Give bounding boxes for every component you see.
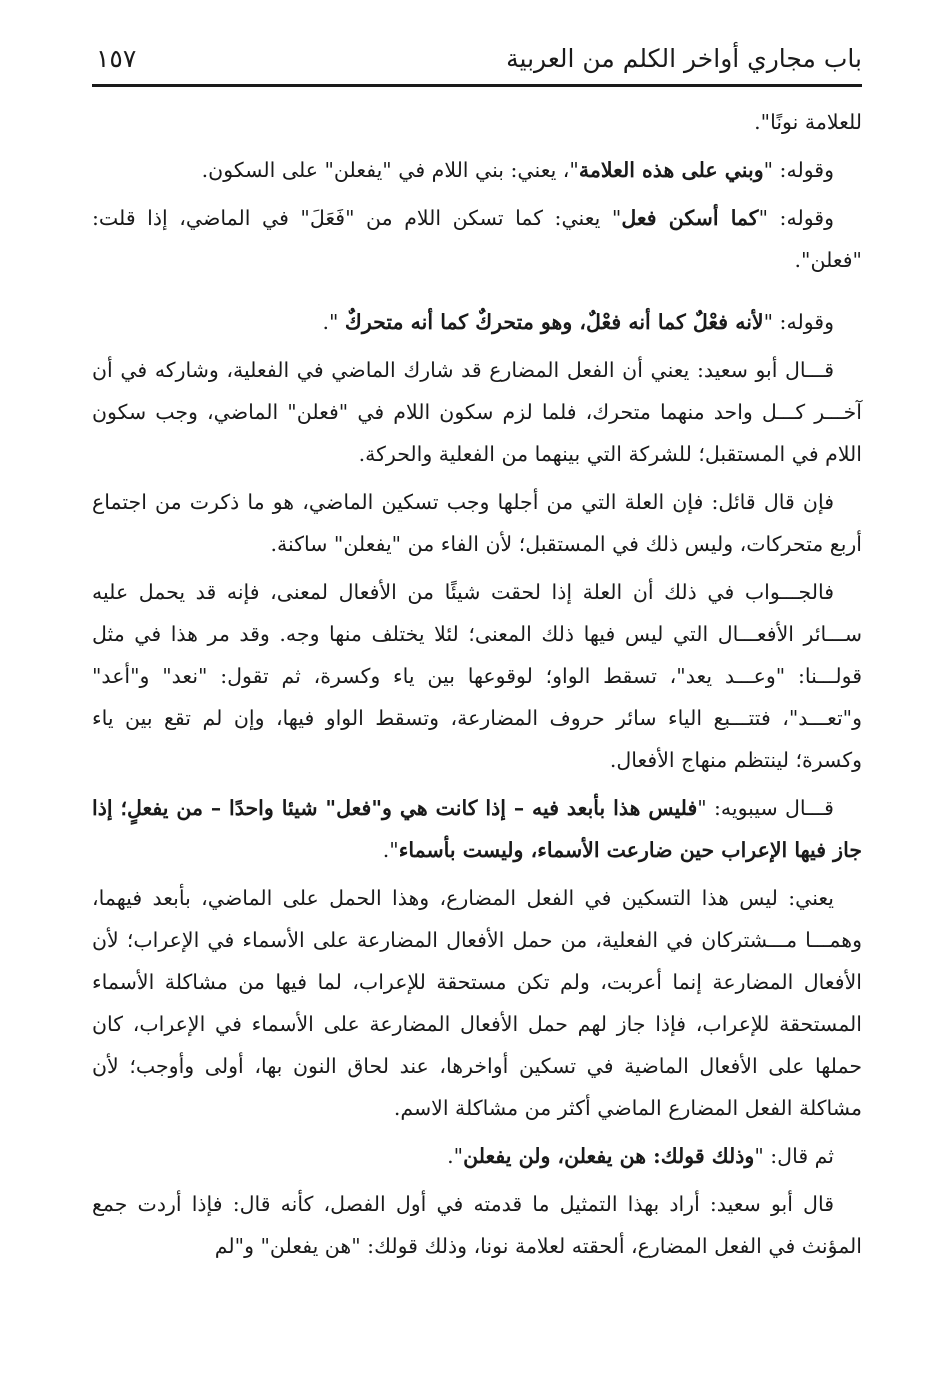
paragraph (92, 149, 862, 191)
body-text: يعني: ليس هذا التسكين في الفعل المضارع، وهذا الحمل على الماضي، بأبعد فيهما، وهمـــا مـــشتركان في الفعلية، من حمل الأفعال المضارعة على الأسماء في الإعراب؛ لأن الأفعال المضارعة إنما أعربت، ولم تكن مستحقة للإعراب، لما فيها من مشاكلة الأسماء المستحقة للإعراب، فإذا جاز لهم حمل الأفعال المضارعة على الأسماء في الإعراب، كان حملها على الأفعال الماضية في تسكين أواخرها، عند لحاق النون بها، أولى وأوجب؛ لأن مشاكلة الفعل المضارع الماضي أكثر من مشاكلة الاسم. (92, 886, 862, 1120)
body-text: ". (322, 310, 345, 334)
quoted-text: لأنه فعْلٌ كما أنه فعْلٌ، وهو متحركٌ كما أنه متحركٌ (344, 310, 764, 334)
quoted-text: فليس هذا بأبعد فيه – إذا كانت هي و"فعل" شيئا واحدًا – من يفعلٍ؛ إذا جاز فيها الإعراب حين ضارعت الأسماء، وليست بأسماء (92, 796, 862, 862)
body-text: للعلامة نونًا". (754, 110, 862, 134)
chapter-title: باب مجاري أواخر الكلم من العربية (506, 44, 862, 73)
paragraph (92, 349, 862, 475)
paragraph (92, 481, 862, 565)
paragraph (92, 101, 862, 143)
paragraph-gap (92, 287, 862, 301)
body-text: قـــال سيبويه: " (697, 796, 834, 820)
paragraph (92, 877, 862, 1129)
body-text: ". (447, 1144, 464, 1168)
body-text: ". (382, 838, 399, 862)
paragraph (92, 197, 862, 281)
body-text: وقوله: " (763, 158, 834, 182)
body-text: قـــال أبو سعيد: يعني أن الفعل المضارع قد شارك الماضي في الفعلية، وشاركه في أن آخـــر كـــل واحد منهما متحرك، فلما لزم سكون اللام في "فعلن" الماضي، وجب سكون اللام في المستقبل؛ للشركة التي بينهما من الفعلية والحركة. (92, 358, 862, 466)
paragraph (92, 1135, 862, 1177)
page-header (92, 34, 862, 87)
quoted-text: وبني على هذه العلامة (578, 158, 764, 182)
paragraph (92, 301, 862, 343)
quoted-text: وذلك قولك: هن يفعلن، ولن يفعلن (463, 1144, 755, 1168)
page-body (92, 101, 862, 1267)
paragraph (92, 787, 862, 871)
body-text: "، يعني: بني اللام في "يفعلن" على السكون. (201, 158, 579, 182)
body-text: فإن قال قائل: فإن العلة التي من أجلها وجب تسكين الماضي، هو ما ذكرت من اجتماع أربع متحركات، وليس ذلك في المستقبل؛ لأن الفاء من "يفعلن" ساكنة. (92, 490, 862, 556)
body-text: وقوله: " (763, 310, 834, 334)
paragraph (92, 1183, 862, 1267)
body-text: وقوله: " (758, 206, 834, 230)
body-text: قال أبو سعيد: أراد بهذا التمثيل ما قدمته في أول الفصل، كأنه قال: فإذا أردت جمع المؤنث في الفعل المضارع، ألحقته لعلامة نونا، وذلك قولك: "هن يفعلن" و"لم (92, 1192, 862, 1258)
paragraph (92, 571, 862, 781)
body-text: ثم قال: " (754, 1144, 834, 1168)
book-page (92, 34, 862, 1273)
page-number: ١٥٧ (96, 44, 137, 73)
body-text: فالجـــواب في ذلك أن العلة إذا لحقت شيئًا من الأفعال لمعنى، فإنه قد يحمل عليه ســـائر الأفعـــال التي ليس فيها ذلك المعنى؛ لئلا يختلف منها وجه. وقد مر هذا في مثل قولـــنا: "وعـــد يعد"، تسقط الواو؛ لوقوعها بين ياء وكسرة، ثم تقول: "نعد" و"أعد" و"تعـــد"، فتتـــبع الياء سائر حروف المضارعة، وتسقط الواو فيها، وإن لم تقع بين ياء وكسرة؛ لينتظم منهاج الأفعال. (92, 580, 862, 772)
quoted-text: كما أسكن فعل (621, 206, 759, 230)
body-text: " يعني: كما تسكن اللام من "فَعَلَ" في الماضي، إذا قلت: "فعلن". (92, 206, 862, 272)
